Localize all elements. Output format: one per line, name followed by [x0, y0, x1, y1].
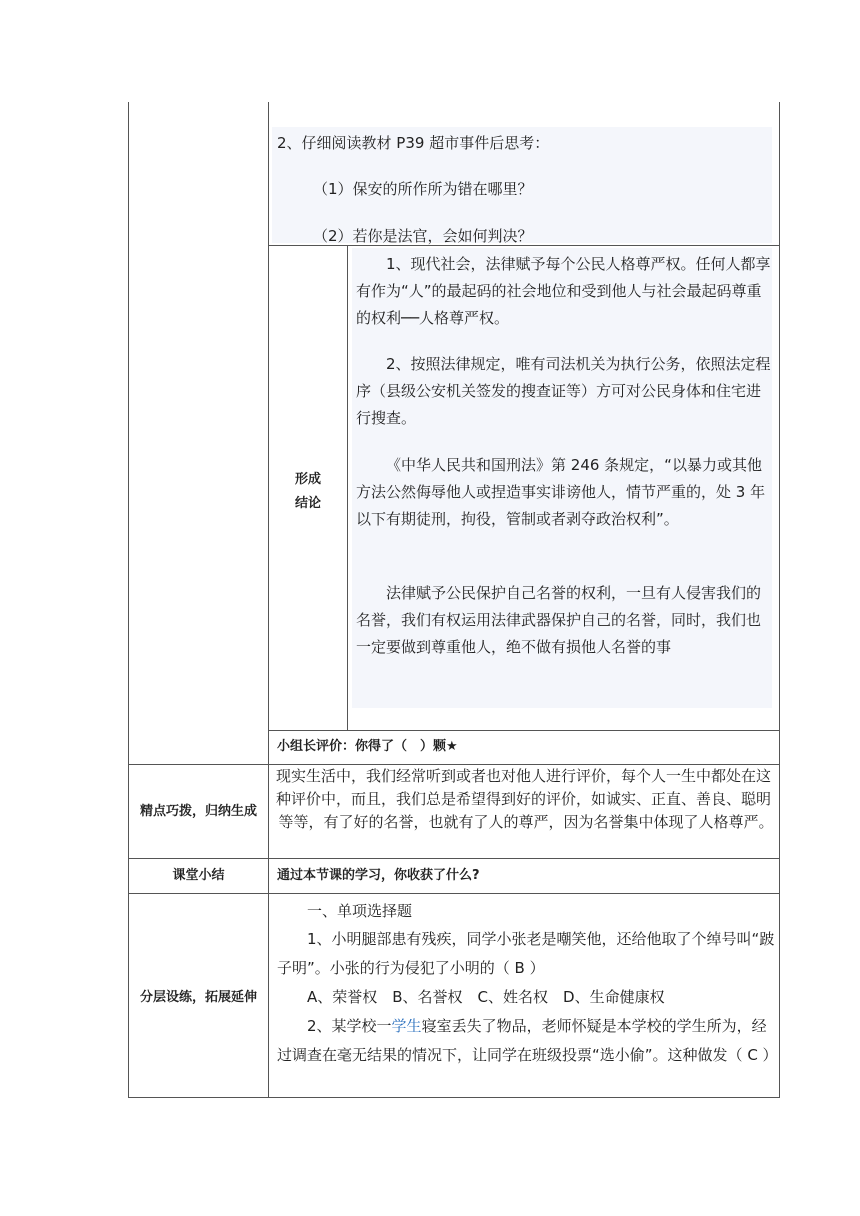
question2-sub1: （1）保安的所作所为错在哪里？: [313, 180, 533, 198]
conclusion-label-line2: 结论: [294, 496, 321, 511]
practice-q2-text-after: 寝室丢失了物品，老师怀疑是本学校的学生所为，经过调查在毫无结果的情况下，让同学在班级投票“选小偷”。这种做发（ C ）: [277, 1017, 778, 1064]
conclusion-paragraph-1: 1、现代社会，法律赋予每个公民人格尊严权。任何人都享有作为“人”的最起码的社会地位和受到他人与社会最起码尊重的权利──人格尊严权。: [356, 255, 771, 327]
practice-label: 分层设练，拓展延伸: [139, 990, 257, 1005]
row-line-summary-top: [128, 858, 780, 859]
conclusion-label-line1: 形成: [294, 472, 321, 487]
question2-sub2: （2）若你是法官，会如何判决？: [313, 227, 533, 245]
conclusion-paragraph-4: 法律赋予公民保护自己名誉的权利，一旦有人侵害我们的名誉，我们有权运用法律武器保护自己的名誉，同时，我们也一定要做到尊重他人，绝不做有损他人名誉的事: [356, 584, 762, 656]
practice-question-1: 1、小明腿部患有残疾，同学小张老是嘲笑他，还给他取了个绰号叫“跛子明”。小张的行为侵犯了小明的（ B ）: [277, 930, 775, 977]
row-line-eval-top: [268, 730, 780, 731]
summary-text: 通过本节课的学习，你收获了什么?: [277, 868, 480, 883]
summary-label: 课堂小结: [172, 868, 225, 883]
student-link[interactable]: 学生: [391, 1017, 422, 1035]
practice-heading: 一、单项选择题: [307, 902, 413, 920]
row-line-practice-top: [128, 893, 780, 894]
question2-intro: 2、仔细阅读教材 P39 超市事件后思考：: [277, 134, 550, 152]
practice-q2-text-before: 2、某学校一: [307, 1017, 392, 1035]
conclusion-inner-divider: [347, 246, 348, 730]
table-col-divider: [268, 102, 269, 1098]
practice-options: A、荣誉权 B、名誉权 C、姓名权 D、生命健康权: [307, 988, 665, 1006]
table-bottom-border: [128, 1097, 780, 1098]
conclusion-paragraph-3: 《中华人民共和国刑法》第 246 条规定，“以暴力或其他方法公然侮辱他人或捏造事实诽谤他人，情节严重的，处 3 年以下有期徒刑，拘役，管制或者剥夺政治权利”。: [356, 456, 766, 528]
table-right-border: [779, 102, 780, 1098]
jingdian-text: 现实生活中，我们经常听到或者也对他人进行评价，每个人一生中都处在这种评价中，而且，我们总是希望得到好的评价，如诚实、正直、善良、聪明等等，有了好的名誉，也就有了人的尊严，因为名誉集中体现了人格尊严。: [276, 767, 774, 831]
group-evaluation: 小组长评价：你得了（ ）颗★: [277, 739, 458, 754]
conclusion-paragraph-2: 2、按照法律规定，唯有司法机关为执行公务，依照法定程序（县级公安机关签发的搜查证等）方可对公民身体和住宅进行搜查。: [356, 355, 771, 427]
practice-question-2: [277, 1012, 778, 1070]
conclusion-label: [270, 468, 346, 516]
jingdian-label: 精点巧拨，归纳生成: [139, 804, 257, 819]
table-left-border: [128, 102, 129, 1098]
